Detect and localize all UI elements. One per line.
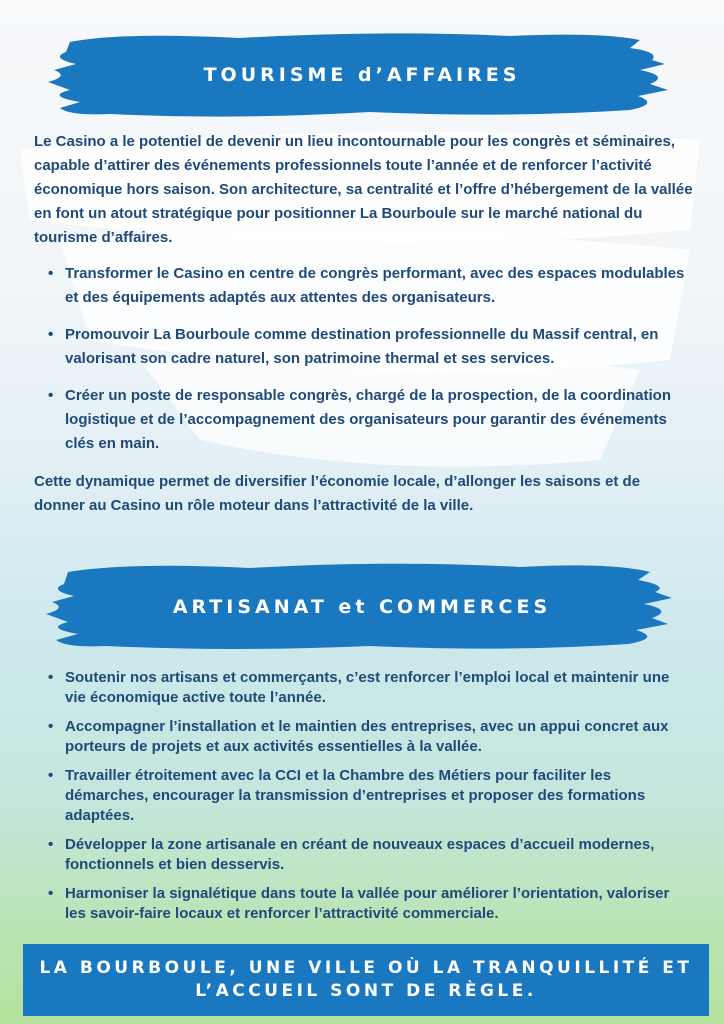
artisanat-bullet-list [48, 668, 688, 933]
footer-slogan-line1: LA BOURBOULE, UNE VILLE OÙ LA TRANQUILLITÉ ET [39, 958, 693, 978]
list-item: • Harmoniser la signalétique dans toute la vallée pour améliorer l’orientation, valoriser les savoir-faire locaux et renforcer l’attractivité commerciale. [48, 884, 688, 924]
tourism-bullet-list [48, 262, 688, 469]
list-item: • Créer un poste de responsable congrès, chargé de la prospection, de la coordination logistique et de l’accompagnement des organisateurs pour garantir des événements clés en main. [48, 384, 688, 456]
footer-slogan-box [23, 944, 709, 1016]
list-item: • Développer la zone artisanale en créant de nouveaux espaces d’accueil modernes, fonctionnels et bien desservis. [48, 835, 688, 875]
section-conclusion: Cette dynamique permet de diversifier l’économie locale, d’allonger les saisons et de donner au Casino un rôle moteur dans l’attractivité de la ville. [34, 473, 641, 514]
section-title: ARTISANAT et COMMERCES [172, 596, 552, 618]
section-title: TOURISME d’AFFAIRES [203, 64, 521, 86]
list-item: • Travailler étroitement avec la CCI et la Chambre des Métiers pour faciliter les démarches, encourager la transmission d’entreprises et proposer des formations adaptées. [48, 766, 688, 826]
section-banner-tourisme [40, 30, 684, 120]
list-item: • Promouvoir La Bourboule comme destination professionnelle du Massif central, en valorisant son cadre naturel, son patrimoine thermal et ses services. [48, 323, 688, 371]
list-item: • Transformer le Casino en centre de congrès performant, avec des espaces modulables et des équipements adaptés aux attentes des organisateurs. [48, 262, 688, 310]
footer-slogan [29, 957, 702, 1003]
list-item: • Accompagner l’installation et le maintien des entreprises, avec un appui concret aux porteurs de projets et aux activités essentielles à la vallée. [48, 717, 688, 757]
list-item: • Soutenir nos artisans et commerçants, c’est renforcer l’emploi local et maintenir une vie économique active toute l’année. [48, 668, 688, 708]
footer-slogan-line2: L’ACCUEIL SONT DE RÈGLE. [195, 981, 537, 1001]
section-banner-artisanat [40, 562, 684, 652]
section-intro: Le Casino a le potentiel de devenir un lieu incontournable pour les congrès et séminaires, capable d’attirer des événements professionnels toute l’année et de renforcer l’activité économique hors saison. Son architecture, sa centralité et l’offre d’hébergement de la vallée en font un atout stratégique pour positionner La Bourboule sur le marché national du tourisme d’affaires. [34, 133, 693, 246]
